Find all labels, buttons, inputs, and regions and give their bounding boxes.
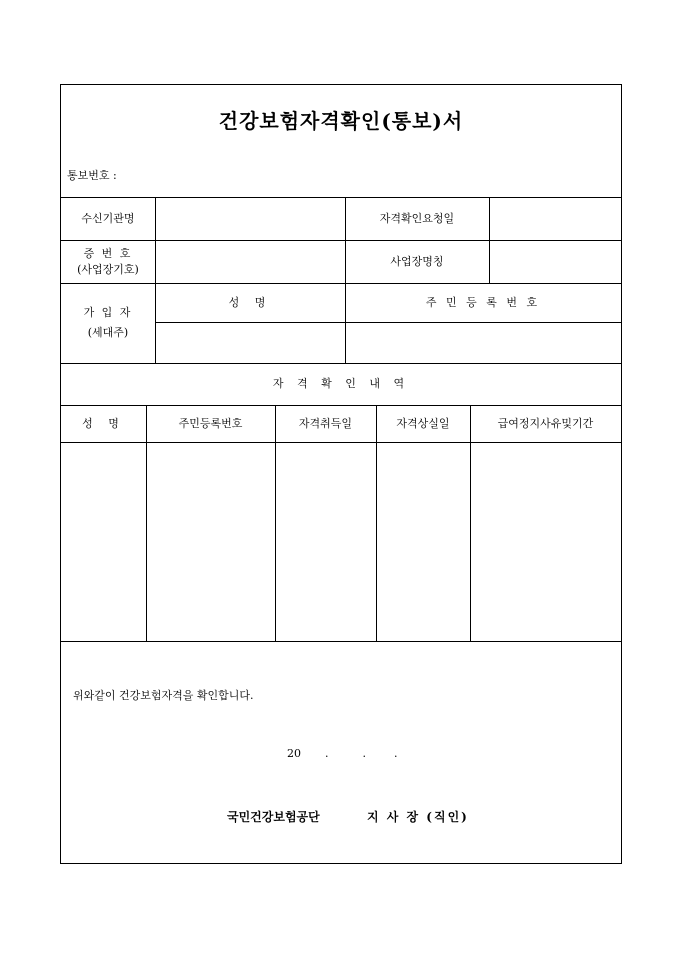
history-section-title: 자 격 확 인 내 역 — [272, 377, 410, 390]
col-benefit-suspension: 급여정지사유및기간 — [497, 416, 594, 430]
date-sep-2: . — [362, 747, 366, 760]
organization-name: 국민건강보험공단 — [227, 810, 320, 824]
subscriber-label-line1: 가 입 자 — [83, 306, 133, 319]
workplace-name-label: 사업장명칭 — [390, 254, 444, 268]
col-acquisition-date: 자격취득일 — [298, 416, 353, 430]
cert-number-label-line1: 증 번 호 — [83, 246, 133, 260]
receiving-agency-label: 수신기관명 — [81, 211, 135, 225]
cert-number-label-line2: (사업장기호) — [77, 262, 139, 276]
divider — [155, 197, 156, 363]
request-date-label: 자격확인요청일 — [379, 211, 455, 225]
subscriber-resident-number-label: 주 민 등 록 번 호 — [425, 295, 541, 309]
form-title: 건강보험자격확인(통보)서 — [218, 109, 464, 133]
divider — [61, 641, 621, 642]
col-loss-date: 자격상실일 — [396, 416, 450, 430]
subscriber-name-label: 성 명 — [228, 295, 272, 309]
col-name: 성 명 — [82, 416, 125, 430]
subscriber-label-line2: (세대주) — [87, 326, 129, 339]
notice-number-label: 통보번호 : — [67, 169, 117, 182]
subscriber-label — [61, 283, 155, 363]
divider — [61, 442, 621, 443]
divider — [155, 322, 621, 323]
date-sep-1: . — [325, 747, 329, 760]
date-line — [287, 747, 398, 760]
qualification-confirmation-form — [60, 84, 622, 864]
divider — [489, 197, 490, 283]
signature-seal: 지 사 장 (직인) — [367, 810, 469, 824]
date-sep-3: . — [394, 747, 398, 760]
confirmation-text: 위와같이 건강보험자격을 확인합니다. — [73, 689, 254, 702]
cert-number-label — [61, 240, 155, 283]
date-year-prefix: 20 — [287, 747, 301, 760]
col-resident-number: 주민등록번호 — [178, 416, 243, 430]
